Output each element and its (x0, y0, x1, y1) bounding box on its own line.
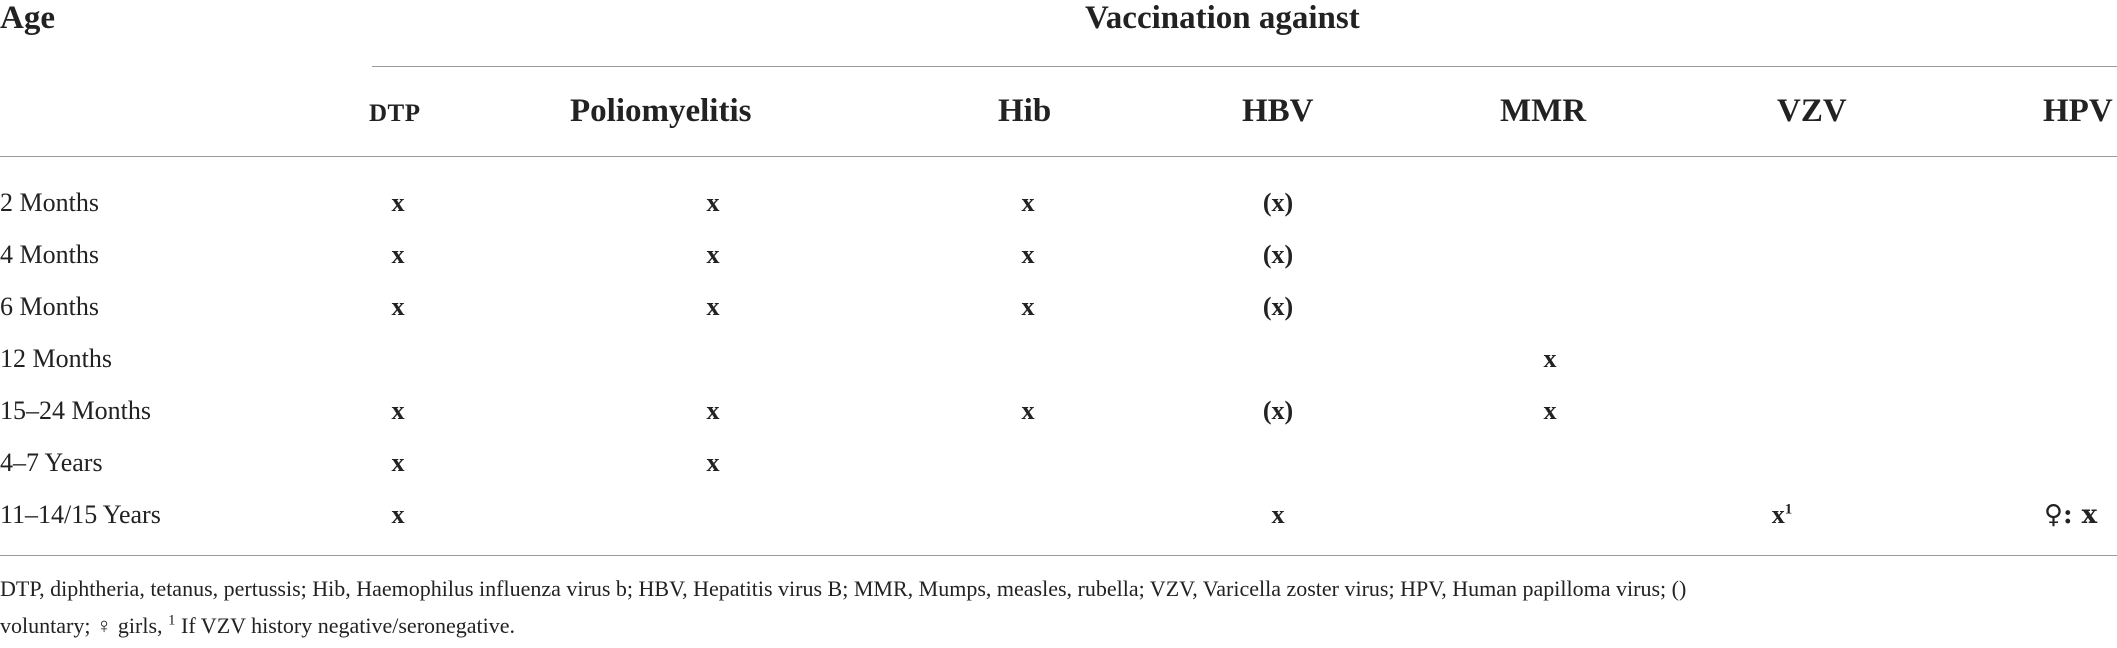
cell-hib: x (1021, 396, 1035, 425)
cell-dtp: x (391, 240, 405, 269)
vzv-footnote-ref: 1 (1784, 501, 1793, 518)
cell-hib: x (1021, 292, 1035, 321)
cell-dtp: x (391, 448, 405, 477)
cell-polio: x (706, 292, 720, 321)
footnote-line-1: DTP, diphtheria, tetanus, pertussis; Hib, Haemophilus influenza virus b; HBV, Hepatitis virus B; MMR, Mumps, measles, rubella; VZV, Varicella zoster virus; HPV, Human papilloma virus; () (0, 576, 1687, 601)
footnote-line-2-end: If VZV history negative/seronegative. (181, 613, 516, 638)
cell-dtp: x (391, 292, 405, 321)
cell-hpv: ♀: x (2044, 500, 2098, 530)
cell-hbv: (x) (1262, 240, 1294, 269)
col-header-mmr: MMR (1500, 93, 1587, 129)
row-age-label: 4–7 Years (0, 448, 103, 477)
cell-hbv: (x) (1262, 292, 1294, 321)
row-age-label: 15–24 Months (0, 396, 151, 425)
cell-hib: x (1021, 188, 1035, 217)
table-bottom-rule (0, 555, 2117, 556)
cell-hbv: (x) (1262, 396, 1294, 425)
col-header-hib: Hib (998, 93, 1052, 129)
group-header-rule (372, 66, 2117, 67)
col-header-hpv: HPV (2043, 93, 2113, 129)
cell-dtp: x (391, 396, 405, 425)
col-header-poliomyelitis: Poliomyelitis (570, 93, 752, 129)
footnote-superscript: 1 (168, 612, 176, 629)
col-header-vzv: VZV (1777, 93, 1847, 129)
header-bottom-rule (0, 156, 2117, 157)
col-header-dtp: DTP (369, 100, 421, 127)
footnote-line-2-start: voluntary; ♀ girls, (0, 613, 163, 638)
row-age-label: 2 Months (0, 188, 99, 217)
row-age-label: 4 Months (0, 240, 99, 269)
cell-hbv: (x) (1262, 188, 1294, 217)
row-age-label: 6 Months (0, 292, 99, 321)
table-footnote (0, 570, 2117, 644)
cell-polio: x (706, 240, 720, 269)
cell-polio: x (706, 396, 720, 425)
vaccination-group-header: Vaccination against (1085, 0, 1360, 36)
cell-dtp: x (391, 188, 405, 217)
footnote-line-2 (0, 607, 2117, 644)
cell-dtp: x (391, 500, 405, 529)
cell-hbv: x (1271, 500, 1285, 529)
cell-vzv (1712, 500, 1852, 530)
row-age-label: 11–14/15 Years (0, 500, 161, 529)
cell-mmr: x (1543, 396, 1557, 425)
cell-hib: x (1021, 240, 1035, 269)
col-header-hbv: HBV (1242, 93, 1314, 129)
cell-mmr: x (1543, 344, 1557, 373)
row-age-label: 12 Months (0, 344, 112, 373)
cell-polio: x (706, 188, 720, 217)
cell-vzv-mark: x (1771, 500, 1785, 529)
cell-polio: x (706, 448, 720, 477)
age-header: Age (0, 0, 55, 36)
